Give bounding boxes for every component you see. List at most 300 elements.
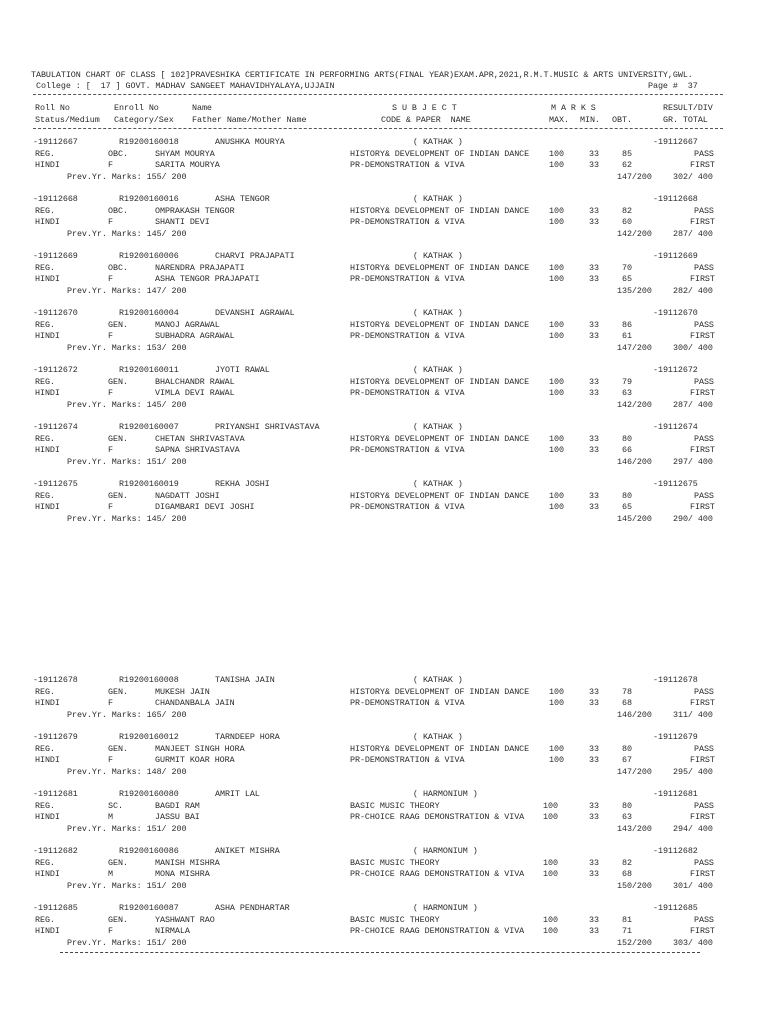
record-p1-obt: 80 <box>622 433 632 444</box>
record-p1-min: 33 <box>589 686 599 697</box>
record-grand-total: 287/ 400 <box>673 228 713 239</box>
record-sex: F <box>108 698 113 708</box>
record-grand-total: 287/ 400 <box>673 399 713 410</box>
record-mother: ASHA TENGOR PRAJAPATI <box>155 274 260 284</box>
record-father: MUKESH JAIN <box>155 686 210 697</box>
header-rule-top <box>33 94 723 95</box>
record-p2-obt: 62 <box>622 160 632 170</box>
record-medium: HINDI <box>35 217 60 227</box>
record-result: PASS <box>694 743 714 754</box>
record-roll-right: -19112682 <box>653 846 698 856</box>
record-p2-min: 33 <box>589 160 599 170</box>
record-enroll: R19200160012 <box>119 732 179 742</box>
record-sex: F <box>108 755 113 765</box>
record-p1: BASIC MUSIC THEORY <box>350 857 440 868</box>
record-grand-total: 295/ 400 <box>673 766 713 777</box>
record-p1: HISTORY& DEVELOPMENT OF INDIAN DANCE <box>350 262 530 273</box>
record-p2: PR-DEMONSTRATION & VIVA <box>350 274 465 284</box>
record-grand-total: 297/ 400 <box>673 456 713 467</box>
record-roll: -19112682 <box>33 846 78 856</box>
record-p2-obt: 68 <box>622 869 632 879</box>
record-sex: F <box>108 502 113 512</box>
record-subject: ( KATHAK ) <box>413 732 463 742</box>
record-p2-min: 33 <box>589 698 599 708</box>
record-result: PASS <box>694 857 714 868</box>
col-max: MAX. <box>549 115 569 125</box>
record-mother: DIGAMBARI DEVI JOSHI <box>155 502 255 512</box>
record-category: SC. <box>108 800 123 811</box>
record-sex: F <box>108 274 113 284</box>
record-division: FIRST <box>690 755 715 765</box>
col-category: Category/Sex <box>114 115 174 125</box>
record-father: MANISH MISHRA <box>155 857 220 868</box>
record-mother: SARITA MOURYA <box>155 160 220 170</box>
col-min: MIN. <box>580 115 600 125</box>
record-p1: HISTORY& DEVELOPMENT OF INDIAN DANCE <box>350 205 530 216</box>
record-p2: PR-DEMONSTRATION & VIVA <box>350 445 465 455</box>
record-total-obt: 142/200 <box>617 228 652 239</box>
record-subject: ( KATHAK ) <box>413 308 463 318</box>
footer-rule <box>60 952 700 953</box>
record-p2-min: 33 <box>589 812 599 822</box>
record-p2: PR-DEMONSTRATION & VIVA <box>350 502 465 512</box>
record-total-obt: 146/200 <box>617 709 652 720</box>
record-father: OMPRAKASH TENGOR <box>155 205 235 216</box>
record-p1: HISTORY& DEVELOPMENT OF INDIAN DANCE <box>350 433 530 444</box>
record-p2-min: 33 <box>589 755 599 765</box>
record-p1-min: 33 <box>589 800 599 811</box>
record-result: PASS <box>694 686 714 697</box>
record-roll-right: -19112675 <box>653 479 698 489</box>
record-p1-min: 33 <box>589 857 599 868</box>
record-roll-right: -19112681 <box>653 789 698 799</box>
record-roll: -19112674 <box>33 422 78 432</box>
record-roll: -19112675 <box>33 479 78 489</box>
record-grand-total: 303/ 400 <box>673 937 713 948</box>
record-p2-obt: 66 <box>622 445 632 455</box>
record-name: JYOTI RAWAL <box>215 365 270 375</box>
record-sex: F <box>108 926 113 936</box>
record-subject: ( HARMONIUM ) <box>413 789 478 799</box>
record-medium: HINDI <box>35 502 60 512</box>
col-obt: OBT. <box>612 115 632 125</box>
record-roll: -19112679 <box>33 732 78 742</box>
record-p2-max: 100 <box>543 926 558 936</box>
record-roll-right: -19112667 <box>653 137 698 147</box>
record-result: PASS <box>694 205 714 216</box>
record-sex: M <box>108 869 113 879</box>
record-p1: BASIC MUSIC THEORY <box>350 800 440 811</box>
record-p1-max: 100 <box>549 743 564 754</box>
record-enroll: R19200160019 <box>119 479 179 489</box>
record-p2: PR-CHOICE RAAG DEMONSTRATION & VIVA <box>350 869 525 879</box>
record-p1-min: 33 <box>589 433 599 444</box>
record-roll: -19112681 <box>33 789 78 799</box>
record-mother: MONA MISHRA <box>155 869 210 879</box>
record-medium: HINDI <box>35 812 60 822</box>
col-enroll: Enroll No <box>114 103 159 113</box>
record-status: REG. <box>35 743 55 754</box>
record-p1-max: 100 <box>543 800 558 811</box>
record-subject: ( HARMONIUM ) <box>413 903 478 913</box>
record-roll-right: -19112678 <box>653 675 698 685</box>
record-mother: SUBHADRA AGRAWAL <box>155 331 235 341</box>
record-status: REG. <box>35 433 55 444</box>
record-status: REG. <box>35 490 55 501</box>
record-p1-max: 100 <box>549 490 564 501</box>
record-p1-min: 33 <box>589 262 599 273</box>
record-p2: PR-DEMONSTRATION & VIVA <box>350 331 465 341</box>
record-subject: ( KATHAK ) <box>413 194 463 204</box>
record-total-obt: 135/200 <box>617 285 652 296</box>
record-enroll: R19200160087 <box>119 903 179 913</box>
record-sex: M <box>108 812 113 822</box>
record-category: GEN. <box>108 433 128 444</box>
record-enroll: R19200160018 <box>119 137 179 147</box>
record-result: PASS <box>694 914 714 925</box>
record-result: PASS <box>694 433 714 444</box>
record-total-obt: 147/200 <box>617 171 652 182</box>
record-p2-max: 100 <box>549 698 564 708</box>
record-subject: ( KATHAK ) <box>413 365 463 375</box>
record-category: GEN. <box>108 686 128 697</box>
record-enroll: R19200160016 <box>119 194 179 204</box>
record-mother: JASSU BAI <box>155 812 200 822</box>
record-p2-max: 100 <box>543 869 558 879</box>
record-father: NAGDATT JOSHI <box>155 490 220 501</box>
record-p2-max: 100 <box>549 755 564 765</box>
record-status: REG. <box>35 914 55 925</box>
col-result: RESULT/DIV <box>663 103 713 113</box>
record-total-obt: 147/200 <box>617 766 652 777</box>
record-division: FIRST <box>690 388 715 398</box>
record-prev: Prev.Yr. Marks: 155/ 200 <box>67 171 187 182</box>
record-p1-min: 33 <box>589 205 599 216</box>
record-prev: Prev.Yr. Marks: 151/ 200 <box>67 937 187 948</box>
record-p1-obt: 70 <box>622 262 632 273</box>
record-category: OBC. <box>108 205 128 216</box>
record-subject: ( HARMONIUM ) <box>413 846 478 856</box>
record-medium: HINDI <box>35 869 60 879</box>
record-p2-min: 33 <box>589 274 599 284</box>
record-medium: HINDI <box>35 445 60 455</box>
record-category: GEN. <box>108 743 128 754</box>
record-p1-obt: 80 <box>622 743 632 754</box>
record-mother: CHANDANBALA JAIN <box>155 698 235 708</box>
record-division: FIRST <box>690 698 715 708</box>
record-name: ASHA PENDHARTAR <box>215 903 290 913</box>
record-p1: HISTORY& DEVELOPMENT OF INDIAN DANCE <box>350 376 530 387</box>
record-p1-obt: 86 <box>622 319 632 330</box>
record-status: REG. <box>35 800 55 811</box>
record-grand-total: 290/ 400 <box>673 513 713 524</box>
record-result: PASS <box>694 800 714 811</box>
record-sex: F <box>108 388 113 398</box>
record-p1-obt: 78 <box>622 686 632 697</box>
record-result: PASS <box>694 490 714 501</box>
record-p2-max: 100 <box>549 331 564 341</box>
record-p1: HISTORY& DEVELOPMENT OF INDIAN DANCE <box>350 743 530 754</box>
record-category: GEN. <box>108 490 128 501</box>
record-p2-obt: 63 <box>622 388 632 398</box>
record-roll: -19112685 <box>33 903 78 913</box>
record-mother: SAPNA SHRIVASTAVA <box>155 445 240 455</box>
record-p1: HISTORY& DEVELOPMENT OF INDIAN DANCE <box>350 686 530 697</box>
record-subject: ( KATHAK ) <box>413 137 463 147</box>
record-p1-max: 100 <box>543 914 558 925</box>
record-prev: Prev.Yr. Marks: 151/ 200 <box>67 880 187 891</box>
record-name: TANISHA JAIN <box>215 675 275 685</box>
record-p1-max: 100 <box>549 433 564 444</box>
record-name: AMRIT LAL <box>215 789 260 799</box>
record-p1-max: 100 <box>549 686 564 697</box>
record-p2-max: 100 <box>549 274 564 284</box>
record-roll: -19112668 <box>33 194 78 204</box>
col-gr-total: GR. TOTAL <box>663 115 708 125</box>
record-p2-obt: 61 <box>622 331 632 341</box>
record-enroll: R19200160004 <box>119 308 179 318</box>
record-p2-max: 100 <box>549 502 564 512</box>
record-p1-min: 33 <box>589 743 599 754</box>
record-sex: F <box>108 160 113 170</box>
record-result: PASS <box>694 148 714 159</box>
record-p1: HISTORY& DEVELOPMENT OF INDIAN DANCE <box>350 490 530 501</box>
record-p2: PR-DEMONSTRATION & VIVA <box>350 755 465 765</box>
record-father: BAGDI RAM <box>155 800 200 811</box>
record-status: REG. <box>35 319 55 330</box>
record-grand-total: 301/ 400 <box>673 880 713 891</box>
record-p1-max: 100 <box>549 262 564 273</box>
record-roll: -19112667 <box>33 137 78 147</box>
record-p1-min: 33 <box>589 376 599 387</box>
record-roll-right: -19112685 <box>653 903 698 913</box>
record-father: MANOJ AGRAWAL <box>155 319 220 330</box>
record-name: PRIYANSHI SHRIVASTAVA <box>215 422 320 432</box>
record-subject: ( KATHAK ) <box>413 675 463 685</box>
record-p1-obt: 80 <box>622 800 632 811</box>
record-roll-right: -19112669 <box>653 251 698 261</box>
record-roll: -19112672 <box>33 365 78 375</box>
record-roll-right: -19112679 <box>653 732 698 742</box>
record-medium: HINDI <box>35 388 60 398</box>
record-p2-obt: 63 <box>622 812 632 822</box>
record-category: GEN. <box>108 857 128 868</box>
record-subject: ( KATHAK ) <box>413 422 463 432</box>
record-roll-right: -19112668 <box>653 194 698 204</box>
record-roll-right: -19112672 <box>653 365 698 375</box>
col-name: Name <box>192 103 212 113</box>
record-division: FIRST <box>690 502 715 512</box>
record-p1-max: 100 <box>549 376 564 387</box>
record-p1-obt: 79 <box>622 376 632 387</box>
record-p2: PR-CHOICE RAAG DEMONSTRATION & VIVA <box>350 812 525 822</box>
record-subject: ( KATHAK ) <box>413 479 463 489</box>
record-division: FIRST <box>690 217 715 227</box>
record-p2: PR-DEMONSTRATION & VIVA <box>350 160 465 170</box>
record-p2-min: 33 <box>589 388 599 398</box>
record-p2-min: 33 <box>589 445 599 455</box>
record-p2-min: 33 <box>589 926 599 936</box>
record-p2-min: 33 <box>589 331 599 341</box>
record-p1-min: 33 <box>589 914 599 925</box>
record-status: REG. <box>35 205 55 216</box>
record-prev: Prev.Yr. Marks: 151/ 200 <box>67 456 187 467</box>
record-total-obt: 142/200 <box>617 399 652 410</box>
record-status: REG. <box>35 148 55 159</box>
record-p1-min: 33 <box>589 319 599 330</box>
record-total-obt: 147/200 <box>617 342 652 353</box>
record-p2-obt: 65 <box>622 502 632 512</box>
record-p1-obt: 81 <box>622 914 632 925</box>
record-father: CHETAN SHRIVASTAVA <box>155 433 245 444</box>
record-roll-right: -19112670 <box>653 308 698 318</box>
record-sex: F <box>108 331 113 341</box>
record-p2: PR-CHOICE RAAG DEMONSTRATION & VIVA <box>350 926 525 936</box>
record-category: OBC. <box>108 262 128 273</box>
record-prev: Prev.Yr. Marks: 147/ 200 <box>67 285 187 296</box>
record-roll: -19112678 <box>33 675 78 685</box>
record-prev: Prev.Yr. Marks: 148/ 200 <box>67 766 187 777</box>
record-enroll: R19200160006 <box>119 251 179 261</box>
record-p2-max: 100 <box>549 388 564 398</box>
record-roll: -19112670 <box>33 308 78 318</box>
record-p1-obt: 85 <box>622 148 632 159</box>
record-total-obt: 146/200 <box>617 456 652 467</box>
record-p2-min: 33 <box>589 217 599 227</box>
record-name: ANUSHKA MOURYA <box>215 137 285 147</box>
record-p2-max: 100 <box>549 217 564 227</box>
record-category: GEN. <box>108 319 128 330</box>
record-p2: PR-DEMONSTRATION & VIVA <box>350 698 465 708</box>
record-p1: BASIC MUSIC THEORY <box>350 914 440 925</box>
record-enroll: R19200160008 <box>119 675 179 685</box>
record-prev: Prev.Yr. Marks: 145/ 200 <box>67 513 187 524</box>
record-total-obt: 145/200 <box>617 513 652 524</box>
record-p1-obt: 82 <box>622 857 632 868</box>
record-medium: HINDI <box>35 331 60 341</box>
record-result: PASS <box>694 319 714 330</box>
record-p2: PR-DEMONSTRATION & VIVA <box>350 217 465 227</box>
record-division: FIRST <box>690 331 715 341</box>
record-prev: Prev.Yr. Marks: 153/ 200 <box>67 342 187 353</box>
record-total-obt: 152/200 <box>617 937 652 948</box>
record-p2: PR-DEMONSTRATION & VIVA <box>350 388 465 398</box>
record-division: FIRST <box>690 812 715 822</box>
record-enroll: R19200160086 <box>119 846 179 856</box>
college-line: College : [ 17 ] GOVT. MADHAV SANGEET MAHAVIDHYALAYA,UJJAIN <box>31 81 335 91</box>
record-p2-obt: 71 <box>622 926 632 936</box>
record-name: ASHA TENGOR <box>215 194 270 204</box>
record-enroll: R19200160080 <box>119 789 179 799</box>
record-p1-max: 100 <box>549 205 564 216</box>
record-medium: HINDI <box>35 698 60 708</box>
record-status: REG. <box>35 376 55 387</box>
record-sex: F <box>108 217 113 227</box>
record-p2-obt: 67 <box>622 755 632 765</box>
record-sex: F <box>108 445 113 455</box>
record-p1-obt: 82 <box>622 205 632 216</box>
record-enroll: R19200160007 <box>119 422 179 432</box>
record-father: SHYAM MOURYA <box>155 148 215 159</box>
record-father: BHALCHANDR RAWAL <box>155 376 235 387</box>
record-p1-max: 100 <box>543 857 558 868</box>
col-roll: Roll No <box>35 103 70 113</box>
record-name: TARNDEEP HORA <box>215 732 280 742</box>
col-code: CODE & PAPER NAME <box>381 115 471 125</box>
record-status: REG. <box>35 262 55 273</box>
page-number: Page # 37 <box>648 81 698 91</box>
record-prev: Prev.Yr. Marks: 165/ 200 <box>67 709 187 720</box>
record-p2-min: 33 <box>589 502 599 512</box>
record-p2-obt: 65 <box>622 274 632 284</box>
record-result: PASS <box>694 262 714 273</box>
record-medium: HINDI <box>35 755 60 765</box>
record-category: GEN. <box>108 376 128 387</box>
record-division: FIRST <box>690 445 715 455</box>
record-enroll: R19200160011 <box>119 365 179 375</box>
record-p2-obt: 60 <box>622 217 632 227</box>
record-total-obt: 143/200 <box>617 823 652 834</box>
record-father: MANJEET SINGH HORA <box>155 743 245 754</box>
document-title: TABULATION CHART OF CLASS [ 102]PRAVESHIKA CERTIFICATE IN PERFORMING ARTS(FINAL YEAR)EXAM.APR,2021,R.M.T.MUSIC & ARTS UNIVERSITY,GWL. <box>31 70 693 80</box>
record-p2-obt: 68 <box>622 698 632 708</box>
record-p1-max: 100 <box>549 148 564 159</box>
record-p1-min: 33 <box>589 148 599 159</box>
record-p1-min: 33 <box>589 490 599 501</box>
record-mother: NIRMALA <box>155 926 190 936</box>
record-p1: HISTORY& DEVELOPMENT OF INDIAN DANCE <box>350 319 530 330</box>
record-p1: HISTORY& DEVELOPMENT OF INDIAN DANCE <box>350 148 530 159</box>
record-division: FIRST <box>690 926 715 936</box>
record-result: PASS <box>694 376 714 387</box>
col-subject: S U B J E C T <box>392 103 457 113</box>
record-father: NARENDRA PRAJAPATI <box>155 262 245 273</box>
record-grand-total: 311/ 400 <box>673 709 713 720</box>
col-father: Father Name/Mother Name <box>192 115 307 125</box>
record-status: REG. <box>35 857 55 868</box>
record-division: FIRST <box>690 869 715 879</box>
record-category: OBC. <box>108 148 128 159</box>
record-prev: Prev.Yr. Marks: 145/ 200 <box>67 399 187 410</box>
record-medium: HINDI <box>35 160 60 170</box>
record-division: FIRST <box>690 160 715 170</box>
record-subject: ( KATHAK ) <box>413 251 463 261</box>
record-mother: VIMLA DEVI RAWAL <box>155 388 235 398</box>
record-category: GEN. <box>108 914 128 925</box>
record-p2-max: 100 <box>543 812 558 822</box>
record-name: ANIKET MISHRA <box>215 846 280 856</box>
col-marks: M A R K S <box>551 103 596 113</box>
record-mother: SHANTI DEVI <box>155 217 210 227</box>
record-medium: HINDI <box>35 274 60 284</box>
record-p2-min: 33 <box>589 869 599 879</box>
record-roll: -19112669 <box>33 251 78 261</box>
record-total-obt: 150/200 <box>617 880 652 891</box>
col-status: Status/Medium <box>35 115 100 125</box>
record-mother: GURMIT KOAR HORA <box>155 755 235 765</box>
record-name: REKHA JOSHI <box>215 479 270 489</box>
record-grand-total: 302/ 400 <box>673 171 713 182</box>
record-division: FIRST <box>690 274 715 284</box>
record-status: REG. <box>35 686 55 697</box>
record-grand-total: 294/ 400 <box>673 823 713 834</box>
record-father: YASHWANT RAO <box>155 914 215 925</box>
record-medium: HINDI <box>35 926 60 936</box>
record-name: DEVANSHI AGRAWAL <box>215 308 295 318</box>
record-grand-total: 282/ 400 <box>673 285 713 296</box>
record-prev: Prev.Yr. Marks: 145/ 200 <box>67 228 187 239</box>
record-prev: Prev.Yr. Marks: 151/ 200 <box>67 823 187 834</box>
